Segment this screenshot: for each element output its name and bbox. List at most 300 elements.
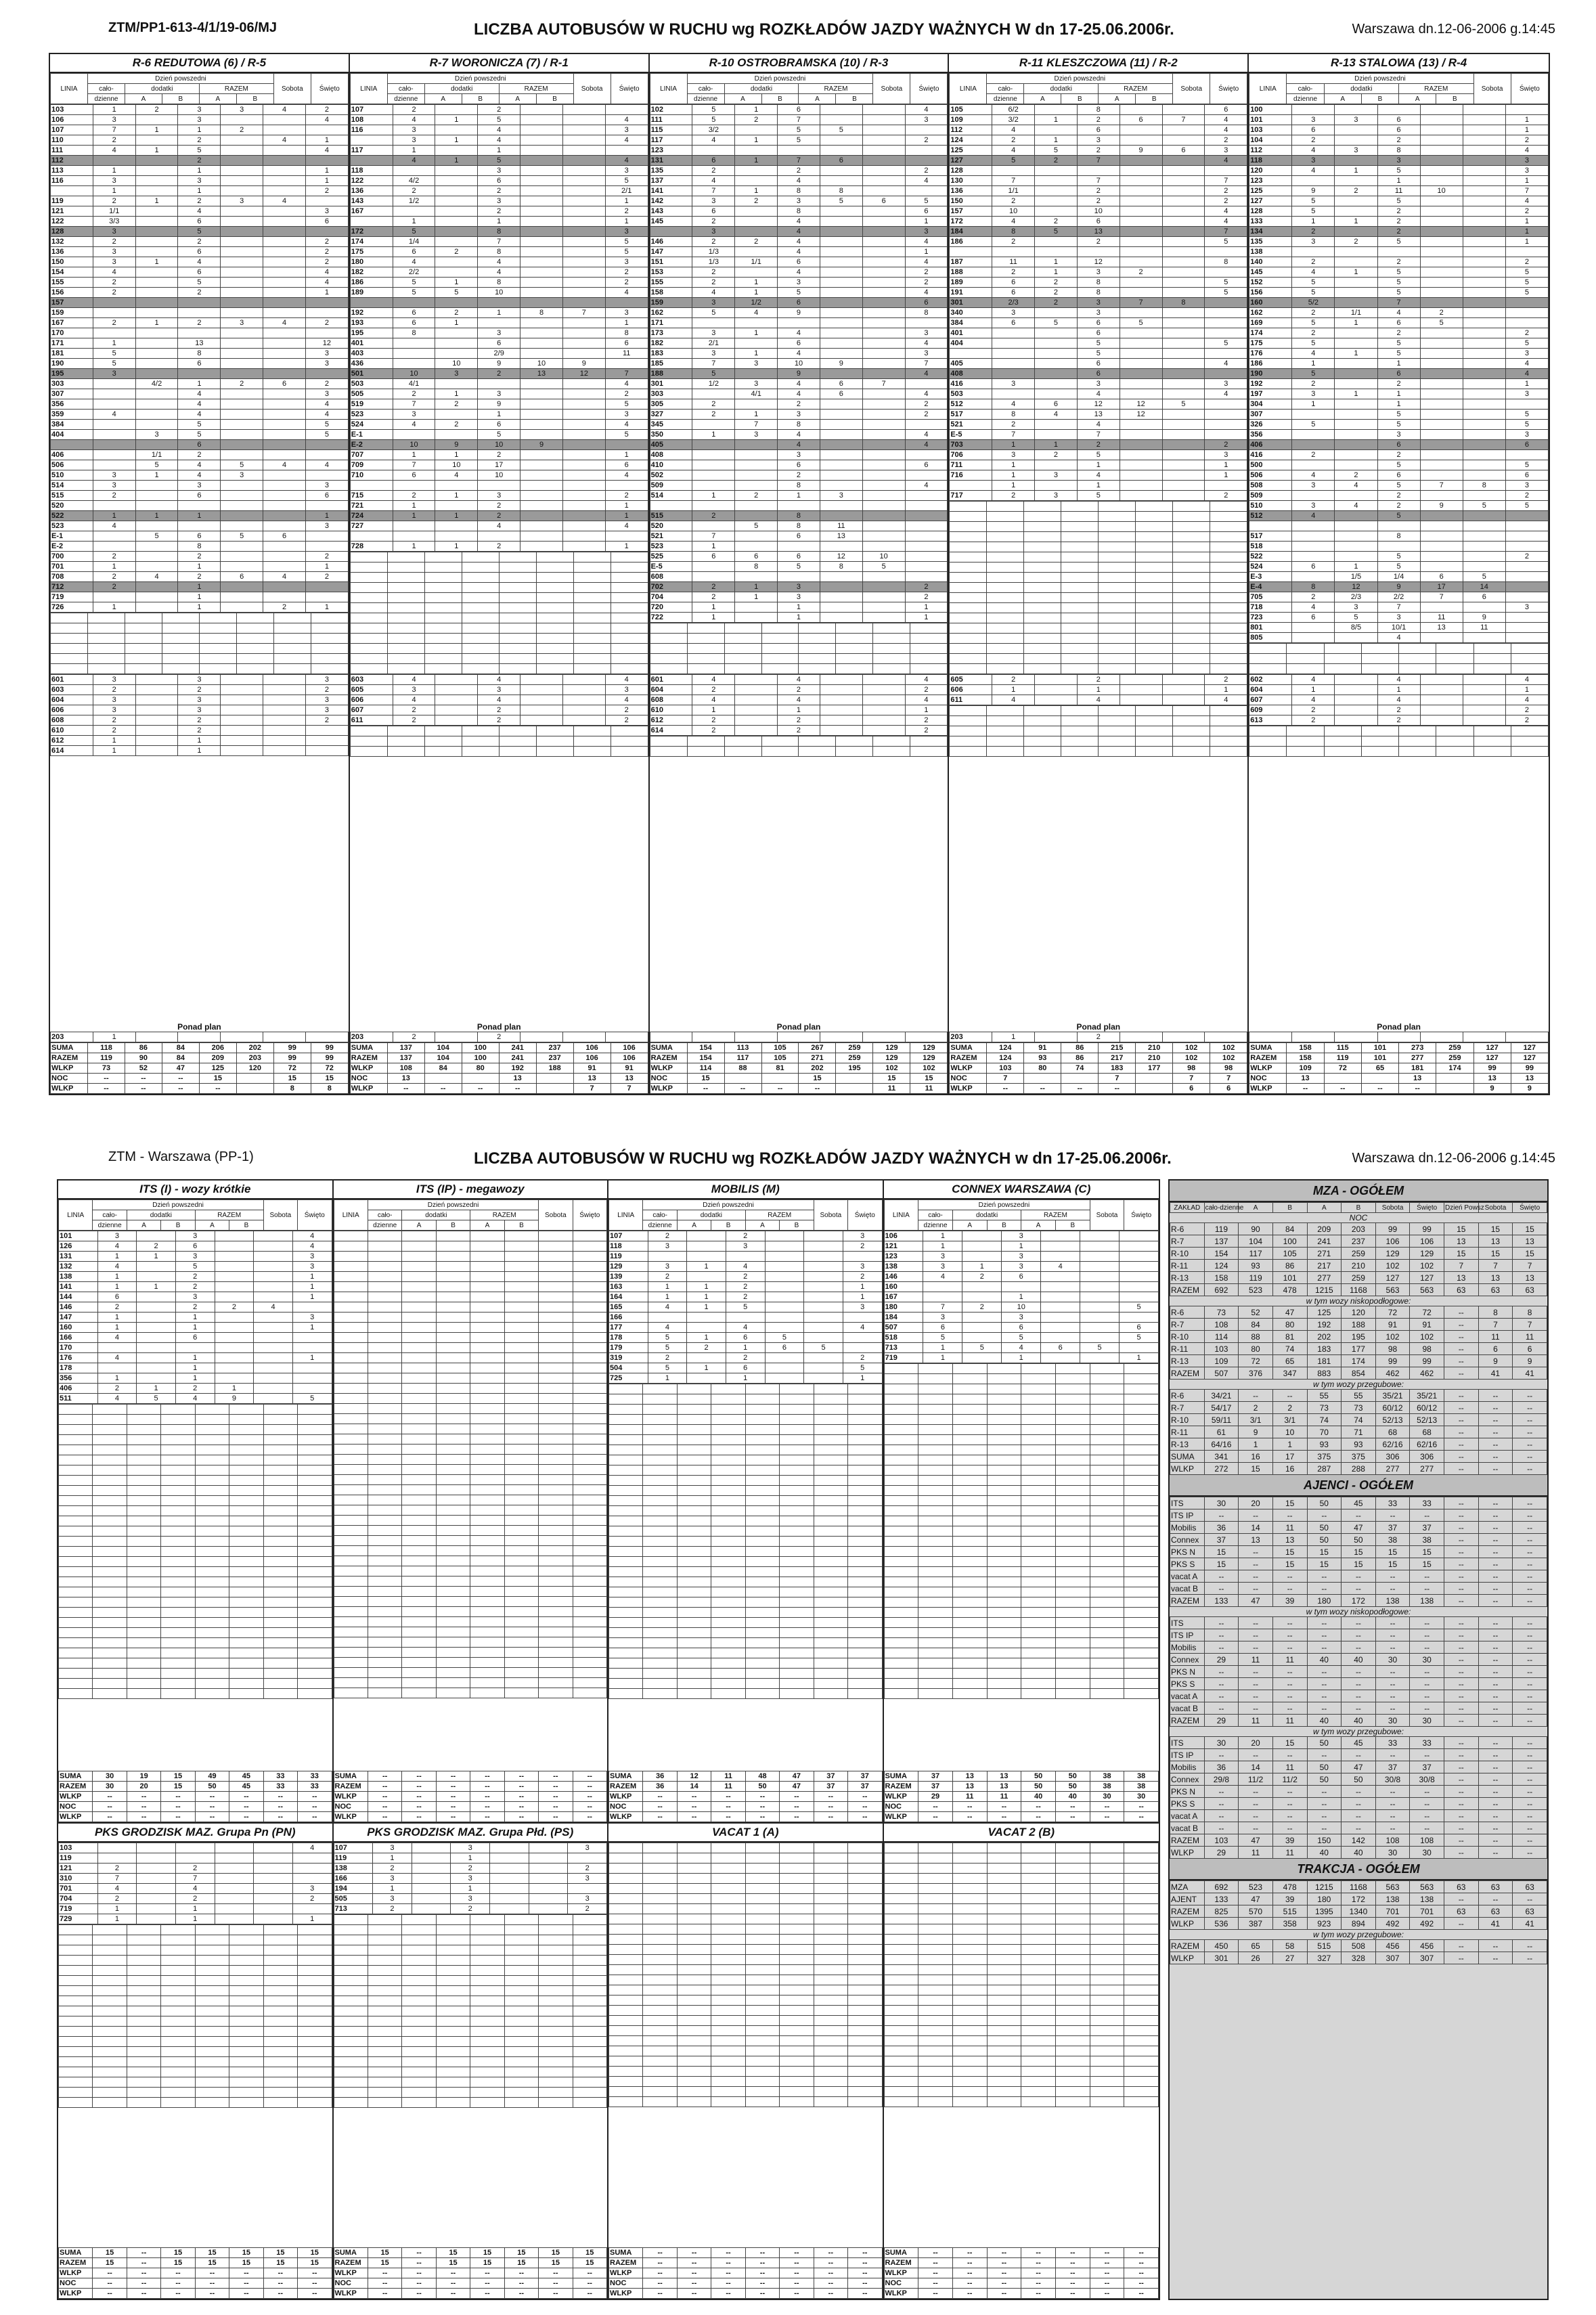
empty-cell [1324, 726, 1361, 736]
table-row [650, 430, 948, 440]
empty-cell [573, 1648, 606, 1658]
empty-cell [1061, 623, 1099, 634]
totals-value: -- [127, 2268, 160, 2278]
value-cell: 4 [97, 1262, 137, 1272]
line-number: 408 [950, 369, 992, 379]
empty-row [59, 1405, 332, 1415]
value-cell [1035, 176, 1078, 186]
value-cell: 5 [175, 1262, 215, 1272]
value-cell: 2 [843, 1241, 882, 1252]
value-cell [263, 176, 306, 186]
totals-row [334, 1791, 607, 1801]
totals-value: 15 [273, 1074, 311, 1084]
empty-cell [745, 1526, 779, 1537]
empty-cell [950, 542, 987, 552]
line-number: 703 [950, 440, 992, 450]
empty-cell [677, 1557, 711, 1567]
value-cell: 1 [93, 1032, 135, 1042]
empty-cell [93, 1618, 127, 1628]
totals-label: WLKP [350, 1084, 387, 1094]
empty-cell [643, 1547, 677, 1557]
value-cell: 2 [435, 420, 478, 430]
empty-cell [51, 613, 88, 623]
value-cell [305, 736, 348, 746]
value-cell [1335, 105, 1377, 115]
value-cell [692, 389, 735, 399]
empty-cell [470, 1495, 504, 1505]
empty-cell [1249, 747, 1287, 757]
empty-row [334, 1353, 607, 1363]
table-row [350, 542, 648, 552]
empty-cell [263, 1405, 297, 1415]
empty-cell [93, 1476, 127, 1486]
line-number: 525 [650, 552, 692, 562]
empty-cell [436, 1282, 470, 1292]
value-cell [804, 1333, 843, 1343]
empty-cell [499, 583, 536, 593]
value-cell: 1 [905, 247, 948, 257]
value-cell [1292, 521, 1335, 531]
totals-row [950, 1063, 1247, 1074]
line-number: 119 [59, 1853, 98, 1863]
empty-cell [573, 1587, 606, 1597]
value-cell: 4 [778, 675, 820, 685]
empty-cell [539, 1272, 573, 1282]
totals-value: -- [470, 2278, 504, 2289]
line-number [650, 227, 692, 237]
value-cell: 1 [373, 1853, 412, 1863]
empty-cell [780, 1405, 814, 1415]
empty-cell [814, 1465, 847, 1476]
empty-cell [848, 1567, 882, 1577]
line-table [650, 674, 948, 736]
empty-cell [334, 1384, 368, 1394]
empty-cell [504, 2097, 538, 2107]
empty-cell [470, 1252, 504, 1262]
totals-value: 99 [311, 1053, 348, 1063]
value-cell: 6 [178, 359, 221, 369]
line-number: 303 [51, 379, 93, 389]
empty-cell [677, 1669, 711, 1679]
value-cell: 4 [905, 176, 948, 186]
table-row [51, 267, 349, 278]
table-row [51, 389, 349, 399]
empty-cell [402, 1241, 436, 1252]
empty-cell [470, 1577, 504, 1587]
value-cell [562, 542, 605, 552]
value-cell [992, 369, 1035, 379]
empty-rows [608, 1384, 883, 1699]
empty-cell [1136, 664, 1173, 674]
value-cell: 3 [178, 176, 221, 186]
value-cell [562, 328, 605, 338]
value-cell [520, 166, 563, 176]
value-cell [562, 511, 605, 521]
value-cell [305, 450, 348, 460]
empty-cell [470, 1353, 504, 1363]
value-cell [215, 1873, 254, 1883]
empty-cell [504, 1272, 538, 1282]
value-cell [520, 237, 563, 247]
value-cell: 3 [1292, 389, 1335, 399]
empty-cell [387, 563, 424, 573]
line-number [950, 481, 992, 491]
line-number: 523 [350, 410, 393, 420]
empty-cell [745, 1547, 779, 1557]
table-row [609, 1262, 883, 1272]
empty-cell [504, 1658, 538, 1668]
empty-cell [1210, 593, 1247, 603]
empty-cell [368, 2097, 401, 2107]
totals-value: 91 [611, 1063, 648, 1074]
value-cell: 5 [778, 125, 820, 135]
col-linia: LINIA [1249, 74, 1287, 104]
value-cell [254, 1893, 293, 1903]
empty-cell [504, 1648, 538, 1658]
empty-cell [402, 1546, 436, 1556]
col-ab: B [761, 94, 799, 104]
empty-cell [273, 644, 311, 654]
totals-row [350, 1084, 648, 1094]
value-cell [1420, 176, 1463, 186]
value-cell [263, 227, 306, 237]
totals-value: 33 [263, 1781, 297, 1791]
totals-value: 91 [1024, 1043, 1061, 1053]
empty-cell [59, 1486, 93, 1496]
value-cell [605, 481, 648, 491]
table-row [1249, 491, 1549, 501]
value-cell: 4 [178, 257, 221, 267]
value-cell [254, 1272, 293, 1282]
line-number: 515 [650, 511, 692, 521]
line-number [350, 156, 393, 166]
table-row [350, 257, 648, 267]
empty-cell [334, 2077, 368, 2087]
value-cell [1120, 675, 1162, 685]
value-cell [1335, 1032, 1377, 1042]
value-cell: 1 [735, 288, 778, 298]
empty-cell [848, 1476, 882, 1486]
empty-cell [539, 1455, 573, 1465]
value-cell [862, 572, 905, 582]
empty-cell [1061, 716, 1099, 726]
value-cell [1463, 705, 1505, 715]
empty-cell [263, 1985, 297, 1996]
totals-value: -- [799, 1084, 836, 1094]
value-cell: 1 [393, 217, 435, 227]
table-row [950, 359, 1247, 369]
value-cell: 1 [478, 217, 520, 227]
empty-cell [127, 1985, 160, 1996]
value-cell: 4 [778, 176, 820, 186]
empty-cell [873, 644, 910, 654]
value-cell [263, 1032, 306, 1042]
empty-cell [573, 1637, 606, 1648]
value-cell [263, 705, 306, 715]
empty-cell [368, 2006, 401, 2016]
value-cell: 4 [393, 257, 435, 267]
value-cell: 10 [478, 440, 520, 450]
value-cell [1035, 166, 1078, 176]
value-cell: 5 [292, 1394, 332, 1404]
totals-value: -- [848, 1811, 882, 1822]
value-cell [135, 521, 178, 531]
empty-cell [229, 2067, 263, 2077]
value-cell: 1 [778, 705, 820, 715]
value-cell: 7 [692, 186, 735, 196]
empty-cell [573, 593, 611, 603]
value-cell: 1 [1077, 481, 1120, 491]
empty-row [334, 1975, 607, 1985]
line-number: 190 [1249, 369, 1292, 379]
value-cell: 3 [221, 470, 263, 481]
empty-cell [573, 1935, 606, 1945]
value-cell: 5 [1377, 278, 1420, 288]
empty-cell [987, 563, 1024, 573]
empty-cell [161, 1557, 195, 1567]
line-number: 183 [650, 349, 692, 359]
value-cell: 1 [905, 602, 948, 613]
empty-cell [643, 1486, 677, 1496]
empty-row [59, 2056, 332, 2067]
value-cell [1463, 176, 1505, 186]
totals-value: -- [195, 2268, 229, 2278]
empty-cell [573, 1282, 606, 1292]
value-cell [862, 257, 905, 267]
value-cell: 5 [1505, 410, 1548, 420]
value-cell [1292, 542, 1335, 552]
empty-cell [298, 1597, 332, 1608]
empty-cell [1024, 502, 1061, 512]
empty-cell [711, 1465, 745, 1476]
empty-cell [1210, 512, 1247, 522]
value-cell [862, 338, 905, 349]
table-row [950, 125, 1247, 135]
value-cell: 4 [778, 267, 820, 278]
table-row [59, 1903, 332, 1914]
empty-cell [1099, 532, 1136, 542]
empty-cell [229, 1669, 263, 1679]
value-cell: 2 [1505, 135, 1548, 146]
line-number: E-2 [350, 440, 393, 450]
empty-row [59, 1996, 332, 2006]
empty-row [334, 1384, 607, 1394]
totals-value: -- [127, 2289, 160, 2299]
empty-cell [987, 522, 1024, 532]
empty-cell [334, 1597, 368, 1607]
value-cell: 5 [1377, 481, 1420, 491]
table-row [51, 399, 349, 410]
col-linia: LINIA [51, 74, 88, 104]
value-cell [905, 318, 948, 328]
totals-value: 104 [424, 1043, 462, 1053]
value-cell [520, 278, 563, 288]
empty-cell [263, 2006, 297, 2016]
empty-cell [1361, 654, 1398, 664]
value-cell: 2 [692, 399, 735, 410]
empty-cell [334, 1434, 368, 1445]
table-row [650, 308, 948, 318]
totals-value: 158 [1287, 1053, 1324, 1063]
empty-row [59, 1618, 332, 1628]
value-cell: 4 [778, 430, 820, 440]
empty-cell [334, 1323, 368, 1333]
value-cell [435, 227, 478, 237]
line-number: 701 [51, 562, 93, 572]
line-number [950, 247, 992, 257]
empty-cell [799, 634, 836, 644]
empty-cell [229, 2046, 263, 2056]
empty-cell [1024, 603, 1061, 613]
totals-value: 72 [1324, 1063, 1361, 1074]
empty-cell [436, 1353, 470, 1363]
empty-cell [504, 1556, 538, 1566]
totals-value: 98 [1173, 1063, 1210, 1074]
empty-cell [368, 1333, 401, 1343]
value-cell [862, 115, 905, 125]
totals-value: 13 [1511, 1074, 1548, 1084]
line-number: 191 [950, 288, 992, 298]
line-number: 119 [51, 196, 93, 206]
table-row [650, 125, 948, 135]
empty-cell [127, 1669, 160, 1679]
empty-cell [334, 2097, 368, 2107]
col-sobota: Sobota [873, 74, 910, 104]
value-cell [1162, 430, 1205, 440]
value-cell [135, 369, 178, 379]
empty-cell [609, 1435, 643, 1445]
empty-cell [402, 2067, 436, 2077]
col-ab: A [1099, 94, 1136, 104]
value-cell: 4 [93, 410, 135, 420]
value-cell: 2 [478, 542, 520, 552]
value-cell [263, 542, 306, 552]
line-number: 406 [1249, 440, 1292, 450]
value-cell [393, 521, 435, 531]
totals-value: 13 [1399, 1074, 1436, 1084]
empty-cell [195, 1669, 229, 1679]
value-cell [305, 726, 348, 736]
line-number: 186 [1249, 359, 1292, 369]
empty-cell [1024, 644, 1061, 654]
empty-cell [814, 1445, 847, 1455]
empty-row [59, 1689, 332, 1699]
empty-cell [711, 1618, 745, 1628]
value-cell [305, 440, 348, 450]
empty-cell [229, 1955, 263, 1965]
empty-cell [334, 1587, 368, 1597]
value-cell: 2 [692, 592, 735, 602]
empty-cell [162, 664, 199, 674]
totals-value: -- [643, 1811, 677, 1822]
totals-value: 11 [873, 1084, 910, 1094]
line-number: 503 [350, 379, 393, 389]
empty-cell [59, 1924, 93, 1935]
column-header-table [608, 1199, 883, 1231]
empty-cell [402, 1597, 436, 1607]
totals-value: -- [573, 1801, 606, 1811]
empty-cell [724, 634, 761, 644]
value-cell: 1 [992, 685, 1035, 695]
value-cell: 4 [1335, 501, 1377, 511]
value-cell: 4 [435, 470, 478, 481]
empty-row [609, 1843, 883, 1853]
operator-column [608, 1181, 884, 2299]
empty-cell [470, 1526, 504, 1536]
value-cell [1505, 318, 1548, 328]
line-number: 605 [950, 675, 992, 685]
value-cell [135, 328, 178, 338]
totals-value [236, 1084, 273, 1094]
empty-cell [298, 1455, 332, 1465]
col-ab: B [161, 1220, 195, 1231]
line-number: 715 [350, 491, 393, 501]
value-cell: 7 [562, 308, 605, 318]
empty-cell [573, 747, 611, 757]
line-number: 608 [51, 715, 93, 726]
empty-cell [539, 1231, 573, 1241]
table-row [650, 715, 948, 726]
empty-cell [402, 1353, 436, 1363]
table-row [51, 166, 349, 176]
value-cell: 4 [178, 460, 221, 470]
value-cell: 3 [1505, 389, 1548, 399]
value-cell [221, 715, 263, 726]
totals-value: 9 [1473, 1084, 1511, 1094]
line-number: 186 [350, 278, 393, 288]
line-number: 502 [650, 470, 692, 481]
empty-cell [436, 1414, 470, 1424]
empty-cell [643, 1516, 677, 1526]
empty-cell [199, 623, 236, 634]
value-cell: 5 [804, 1343, 843, 1353]
table-row [950, 227, 1247, 237]
table-row [1249, 582, 1549, 592]
line-table [350, 1032, 648, 1042]
value-cell [137, 1353, 176, 1363]
totals-value: 158 [1287, 1043, 1324, 1053]
empty-cell [402, 1475, 436, 1485]
value-cell [862, 542, 905, 552]
value-cell: 2 [605, 389, 648, 399]
empty-cell [161, 1476, 195, 1486]
empty-cell [1173, 736, 1210, 747]
totals-value: 45 [229, 1771, 263, 1781]
empty-cell [229, 2056, 263, 2067]
value-cell: 5 [135, 460, 178, 470]
value-cell: 8 [478, 247, 520, 257]
value-cell [520, 460, 563, 470]
value-cell: 4 [992, 146, 1035, 156]
value-cell [820, 338, 862, 349]
value-cell [520, 288, 563, 298]
empty-cell [611, 613, 648, 623]
line-number: 188 [650, 369, 692, 379]
table-row [350, 440, 648, 450]
empty-cell [387, 664, 424, 674]
value-cell [1463, 349, 1505, 359]
empty-cell [470, 1465, 504, 1475]
empty-cell [59, 1965, 93, 1975]
value-cell [562, 460, 605, 470]
value-cell [843, 1252, 882, 1262]
value-cell: 10 [393, 440, 435, 450]
value-cell: 2 [1077, 440, 1120, 450]
value-cell: 4 [726, 1323, 765, 1333]
value-cell: 3 [778, 450, 820, 460]
value-cell: 7 [1377, 602, 1420, 613]
value-cell [1035, 125, 1078, 135]
